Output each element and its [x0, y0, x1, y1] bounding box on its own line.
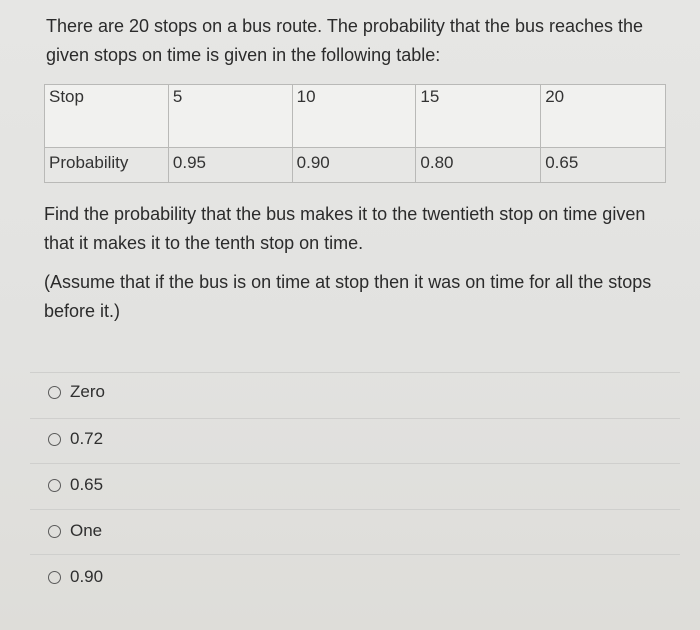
option-0-90[interactable]	[44, 563, 103, 591]
option-zero[interactable]	[44, 378, 105, 406]
question-text: There are 20 stops on a bus route. The probability that the bus reaches the given stops on time is given in the following table:	[46, 16, 644, 65]
table-header-stop: Stop	[45, 85, 169, 148]
radio-button[interactable]	[48, 479, 61, 492]
divider	[30, 463, 680, 464]
table-row-stop	[45, 85, 666, 148]
table-cell-probability: 0.95	[168, 148, 292, 183]
option-label: 0.72	[70, 429, 104, 448]
assumption-text: (Assume that if the bus is on time at stop then it was on time for all the stops before it.)	[44, 272, 652, 321]
table-cell-stop: 10	[292, 85, 416, 148]
radio-button[interactable]	[48, 525, 61, 538]
option-one[interactable]	[44, 517, 102, 545]
table-cell-probability: 0.90	[292, 148, 416, 183]
divider	[30, 509, 680, 510]
divider	[30, 554, 680, 555]
option-label: Zero	[70, 382, 105, 401]
radio-button[interactable]	[48, 386, 61, 399]
probability-table	[44, 84, 666, 183]
option-label: 0.65	[70, 475, 104, 494]
radio-button[interactable]	[48, 571, 61, 584]
radio-button[interactable]	[48, 433, 61, 446]
table-row-probability	[45, 148, 666, 183]
table-cell-stop: 20	[541, 85, 666, 148]
divider	[30, 418, 680, 419]
divider	[30, 372, 680, 373]
table-header-probability: Probability	[45, 148, 169, 183]
table-cell-probability: 0.80	[416, 148, 541, 183]
option-label: One	[70, 521, 103, 540]
option-0-72[interactable]	[44, 425, 103, 453]
option-0-65[interactable]	[44, 471, 103, 499]
prompt-text: Find the probability that the bus makes it to the twentieth stop on time given that it makes it to the tenth stop on time.	[44, 204, 646, 253]
option-label: 0.90	[70, 567, 104, 586]
table-cell-stop: 5	[168, 85, 292, 148]
table-cell-stop: 15	[416, 85, 541, 148]
table-cell-probability: 0.65	[541, 148, 666, 183]
